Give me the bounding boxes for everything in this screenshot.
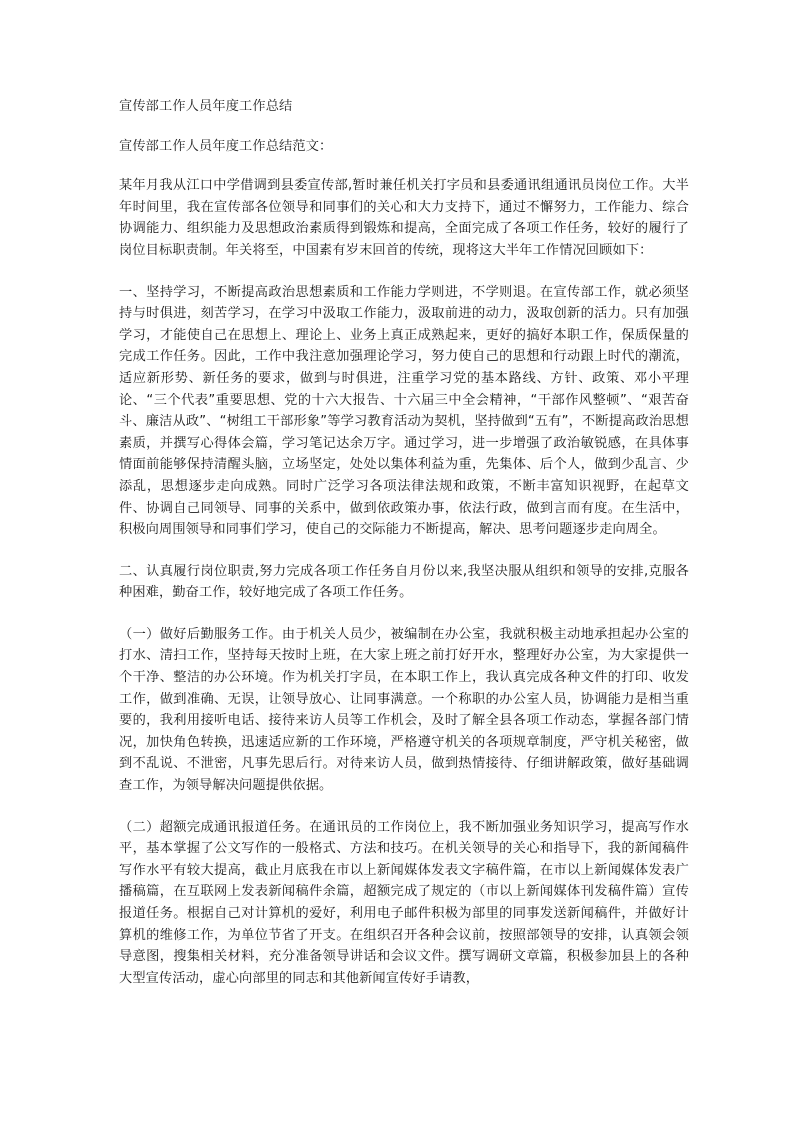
paragraph-duties: 二、认真履行岗位职责,努力完成各项工作任务自月份以来,我坚决服从组织和领导的安排,克服各种困难，勤奋工作，较好地完成了各项工作任务。	[119, 563, 689, 601]
paragraph-study: 一、坚持学习，不断提高政治思想素质和工作能力学则进，不学则退。在宣传部工作，就必须坚持与时俱进，刻苦学习，在学习中汲取工作能力，汲取前进的动力，汲取创新的活力。只有加强学习，才能使自己在思想上、理论上、业务上真正成熟起来，更好的搞好本职工作，保质保量的完成工作任务。因此，工作中我注意加强理论学习，努力使自己的思想和行动跟上时代的潮流，适应新形势、新任务的要求，做到与时俱进，注重学习党的基本路线、方针、政策、邓小平理论、“三个代表”重要思想、党的十六大报告、十六届三中全会精神，“干部作风整顿”、“艰苦奋斗、廉洁从政”、“树组工干部形象”等学习教育活动为契机，坚持做到“五有”，不断提高政治思想素质，并撰写心得体会篇，学习笔记达余万字。通过学习，进一步增强了政治敏锐感，在具体事情面前能够保持清醒头脑，立场坚定，处处以集体利益为重，先集体、后个人，做到少乱言、少添乱，思想逐步走向成熟。同时广泛学习各项法律法规和政策，不断丰富知识视野，在起草文件、协调自己同领导、同事的关系中，做到依政策办事，依法行政，做到言而有度。在生活中，积极向周围领导和同事们学习，使自己的交际能力不断提高，解决、思考问题逐步走向周全。	[119, 284, 689, 538]
paragraph-reporting: （二）超额完成通讯报道任务。在通讯员的工作岗位上，我不断加强业务知识学习，提高写作水平，基本掌握了公文写作的一般格式、方法和技巧。在机关领导的关心和指导下，我的新闻稿件写作水平有较大提高，截止月底我在市以上新闻媒体发表文字稿件篇，在市以上新闻媒体发表广播稿篇，在互联网上发表新闻稿件余篇，超额完成了规定的（市以上新闻媒体刊发稿件篇）宣传报道任务。根据自己对计算机的爱好，利用电子邮件积极为部里的同事发送新闻稿件，并做好计算机的维修工作，为单位节省了开支。在组织召开各种会议前，按照部领导的安排，认真领会领导意图，搜集相关材料，充分准备领导讲话和会议文件。撰写调研文章篇，积极参加县上的各种大型宣传活动，虚心向部里的同志和其他新闻宣传好手请教，	[119, 819, 689, 986]
document-title: 宣传部工作人员年度工作总结	[119, 99, 293, 114]
paragraph-intro: 某年月我从江口中学借调到县委宣传部,暂时兼任机关打字员和县委通讯组通讯员岗位工作。大半年时间里，我在宣传部各位领导和同事们的关心和大力支持下，通过不懈努力，工作能力、综合协调能力、组织能力及思想政治素质得到锻炼和提高，全面完成了各项工作任务，较好的履行了岗位目标职责制。年关将至，中国素有岁末回首的传统，现将这大半年工作情况回顾如下：	[119, 178, 689, 258]
paragraph-logistics: （一）做好后勤服务工作。由于机关人员少，被编制在办公室，我就积极主动地承担起办公室的打水、清扫工作，坚持每天按时上班，在大家上班之前打好开水，整理好办公室，为大家提供一个干净、整洁的办公环境。作为机关打字员，在本职工作上，我认真完成各种文件的打印、收发工作，做到准确、无误，让领导放心、让同事满意。一个称职的办公室人员，协调能力是相当重要的，我利用接听电话、接待来访人员等工作机会，及时了解全县各项工作动态，掌握各部门情况，加快角色转换，迅速适应新的工作环境，严格遵守机关的各项规章制度，严守机关秘密，做到不乱说、不泄密，凡事先思后行。对待来访人员，做到热情接待、仔细讲解政策，做好基础调查工作，为领导解决问题提供依据。	[119, 626, 689, 794]
document-body	[119, 96, 689, 1009]
document-subtitle: 宣传部工作人员年度工作总结范文：	[119, 138, 333, 154]
